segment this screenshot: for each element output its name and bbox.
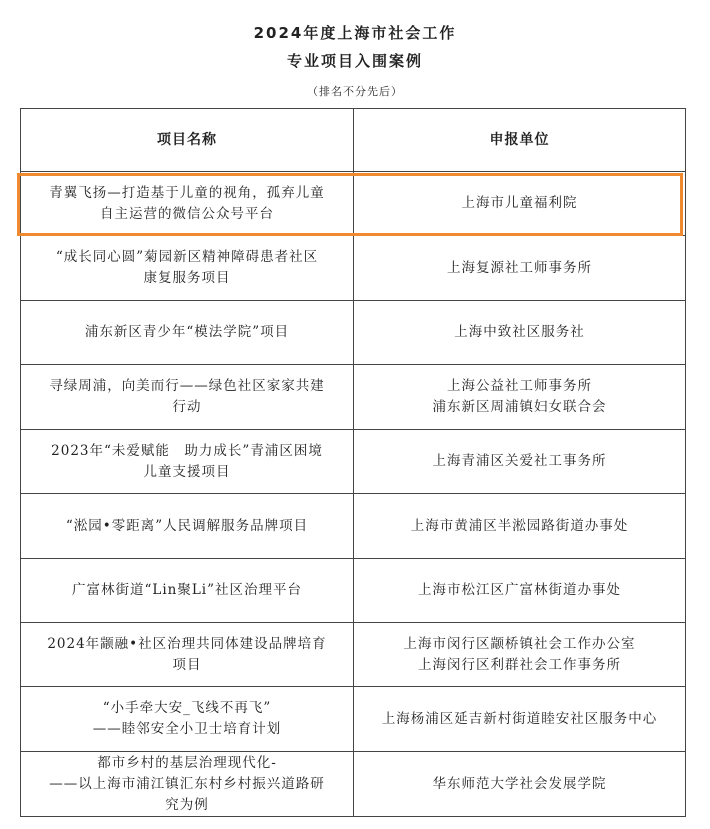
table-row — [21, 172, 686, 236]
project-name-cell — [21, 430, 354, 494]
table-row — [21, 752, 686, 817]
project-name-line: 自主运营的微信公众号平台 — [100, 205, 274, 222]
project-name-cell — [21, 494, 354, 559]
project-name-line: “小手牵大安_飞线不再飞” — [102, 700, 272, 716]
project-name-line: 广富林街道“Lin聚Li”社区治理平台 — [71, 582, 303, 598]
project-name-line: 都市乡村的基层治理现代化- — [97, 754, 277, 771]
applicant-unit-cell — [354, 365, 686, 430]
table-row — [21, 687, 686, 752]
applicant-unit-cell — [354, 301, 686, 365]
applicant-unit-line: 上海市黄浦区半淞园路街道办事处 — [410, 517, 629, 534]
project-name-cell — [21, 752, 354, 817]
applicant-unit-cell — [354, 623, 686, 687]
applicant-unit-line: 上海市儿童福利院 — [461, 195, 578, 211]
project-name-cell — [21, 365, 354, 430]
applicant-unit-line: 华东师范大学社会发展学院 — [432, 775, 607, 792]
applicant-unit-line: 上海青浦区关爱社工事务所 — [432, 453, 607, 469]
table-row — [21, 623, 686, 687]
applicant-unit-line: 上海复源社工师事务所 — [447, 259, 592, 276]
applicant-unit-cell — [354, 752, 686, 817]
applicant-unit-cell — [354, 172, 686, 236]
project-name-cell — [21, 687, 354, 752]
project-name-line: 行动 — [172, 399, 202, 415]
cases-table — [20, 108, 686, 817]
document-title-line1: 2024年度上海市社会工作 — [253, 24, 457, 42]
project-name-line: 2024年颛融•社区治理共同体建设品牌培育 — [47, 635, 327, 652]
project-name-cell — [21, 236, 354, 301]
applicant-unit-line: 上海市松江区广富林街道办事处 — [418, 582, 621, 598]
project-name-line: 项目 — [172, 656, 202, 673]
project-name-line: ——睦邻安全小卫士培育计划 — [92, 721, 282, 737]
project-name-line: 究为例 — [165, 796, 209, 813]
table-header-row — [21, 109, 686, 172]
project-name-cell — [21, 301, 354, 365]
table-row — [21, 494, 686, 559]
applicant-unit-cell — [354, 559, 686, 623]
project-name-line: ——以上海市浦江镇汇东村乡村振兴道路研 — [49, 775, 325, 792]
project-name-cell — [21, 172, 354, 236]
table-row — [21, 236, 686, 301]
ranking-note: （排名不分先后） — [307, 85, 403, 98]
applicant-unit-cell — [354, 430, 686, 494]
document-title-line2: 专业项目入围案例 — [286, 52, 423, 70]
table-row — [21, 301, 686, 365]
applicant-unit-cell — [354, 236, 686, 301]
project-name-line: “淞园•零距离”人民调解服务品牌项目 — [65, 517, 309, 534]
applicant-unit-line: 上海市闵行区颛桥镇社会工作办公室 — [403, 635, 636, 652]
applicant-unit-line: 浦东新区周浦镇妇女联合会 — [432, 399, 607, 415]
applicant-unit-line: 上海闵行区利群社会工作事务所 — [418, 656, 621, 673]
project-name-line: 寻绿周浦，向美而行——绿色社区家家共建 — [49, 378, 325, 394]
project-name-line: 青翼飞扬—打造基于儿童的视角，孤弃儿童 — [49, 184, 325, 201]
header-applicant-unit: 申报单位 — [354, 109, 686, 172]
applicant-unit-cell — [354, 494, 686, 559]
header-project-name: 项目名称 — [21, 109, 354, 172]
table-row — [21, 430, 686, 494]
applicant-unit-line: 上海公益社工师事务所 — [447, 378, 592, 394]
table-row — [21, 365, 686, 430]
applicant-unit-line: 上海中致社区服务社 — [454, 324, 585, 340]
project-name-line: 2023年“未爱赋能 助力成长”青浦区困境 — [51, 442, 323, 459]
project-name-line: 浦东新区青少年“模法学院”项目 — [84, 324, 290, 340]
project-name-cell — [21, 559, 354, 623]
table-row — [21, 559, 686, 623]
applicant-unit-line: 上海杨浦区延吉新村街道睦安社区服务中心 — [381, 710, 658, 727]
project-name-line: 康复服务项目 — [143, 270, 231, 286]
project-name-line: 儿童支援项目 — [143, 463, 231, 480]
project-name-line: “成长同心圆”菊园新区精神障碍患者社区 — [55, 249, 319, 265]
project-name-cell — [21, 623, 354, 687]
applicant-unit-cell — [354, 687, 686, 752]
